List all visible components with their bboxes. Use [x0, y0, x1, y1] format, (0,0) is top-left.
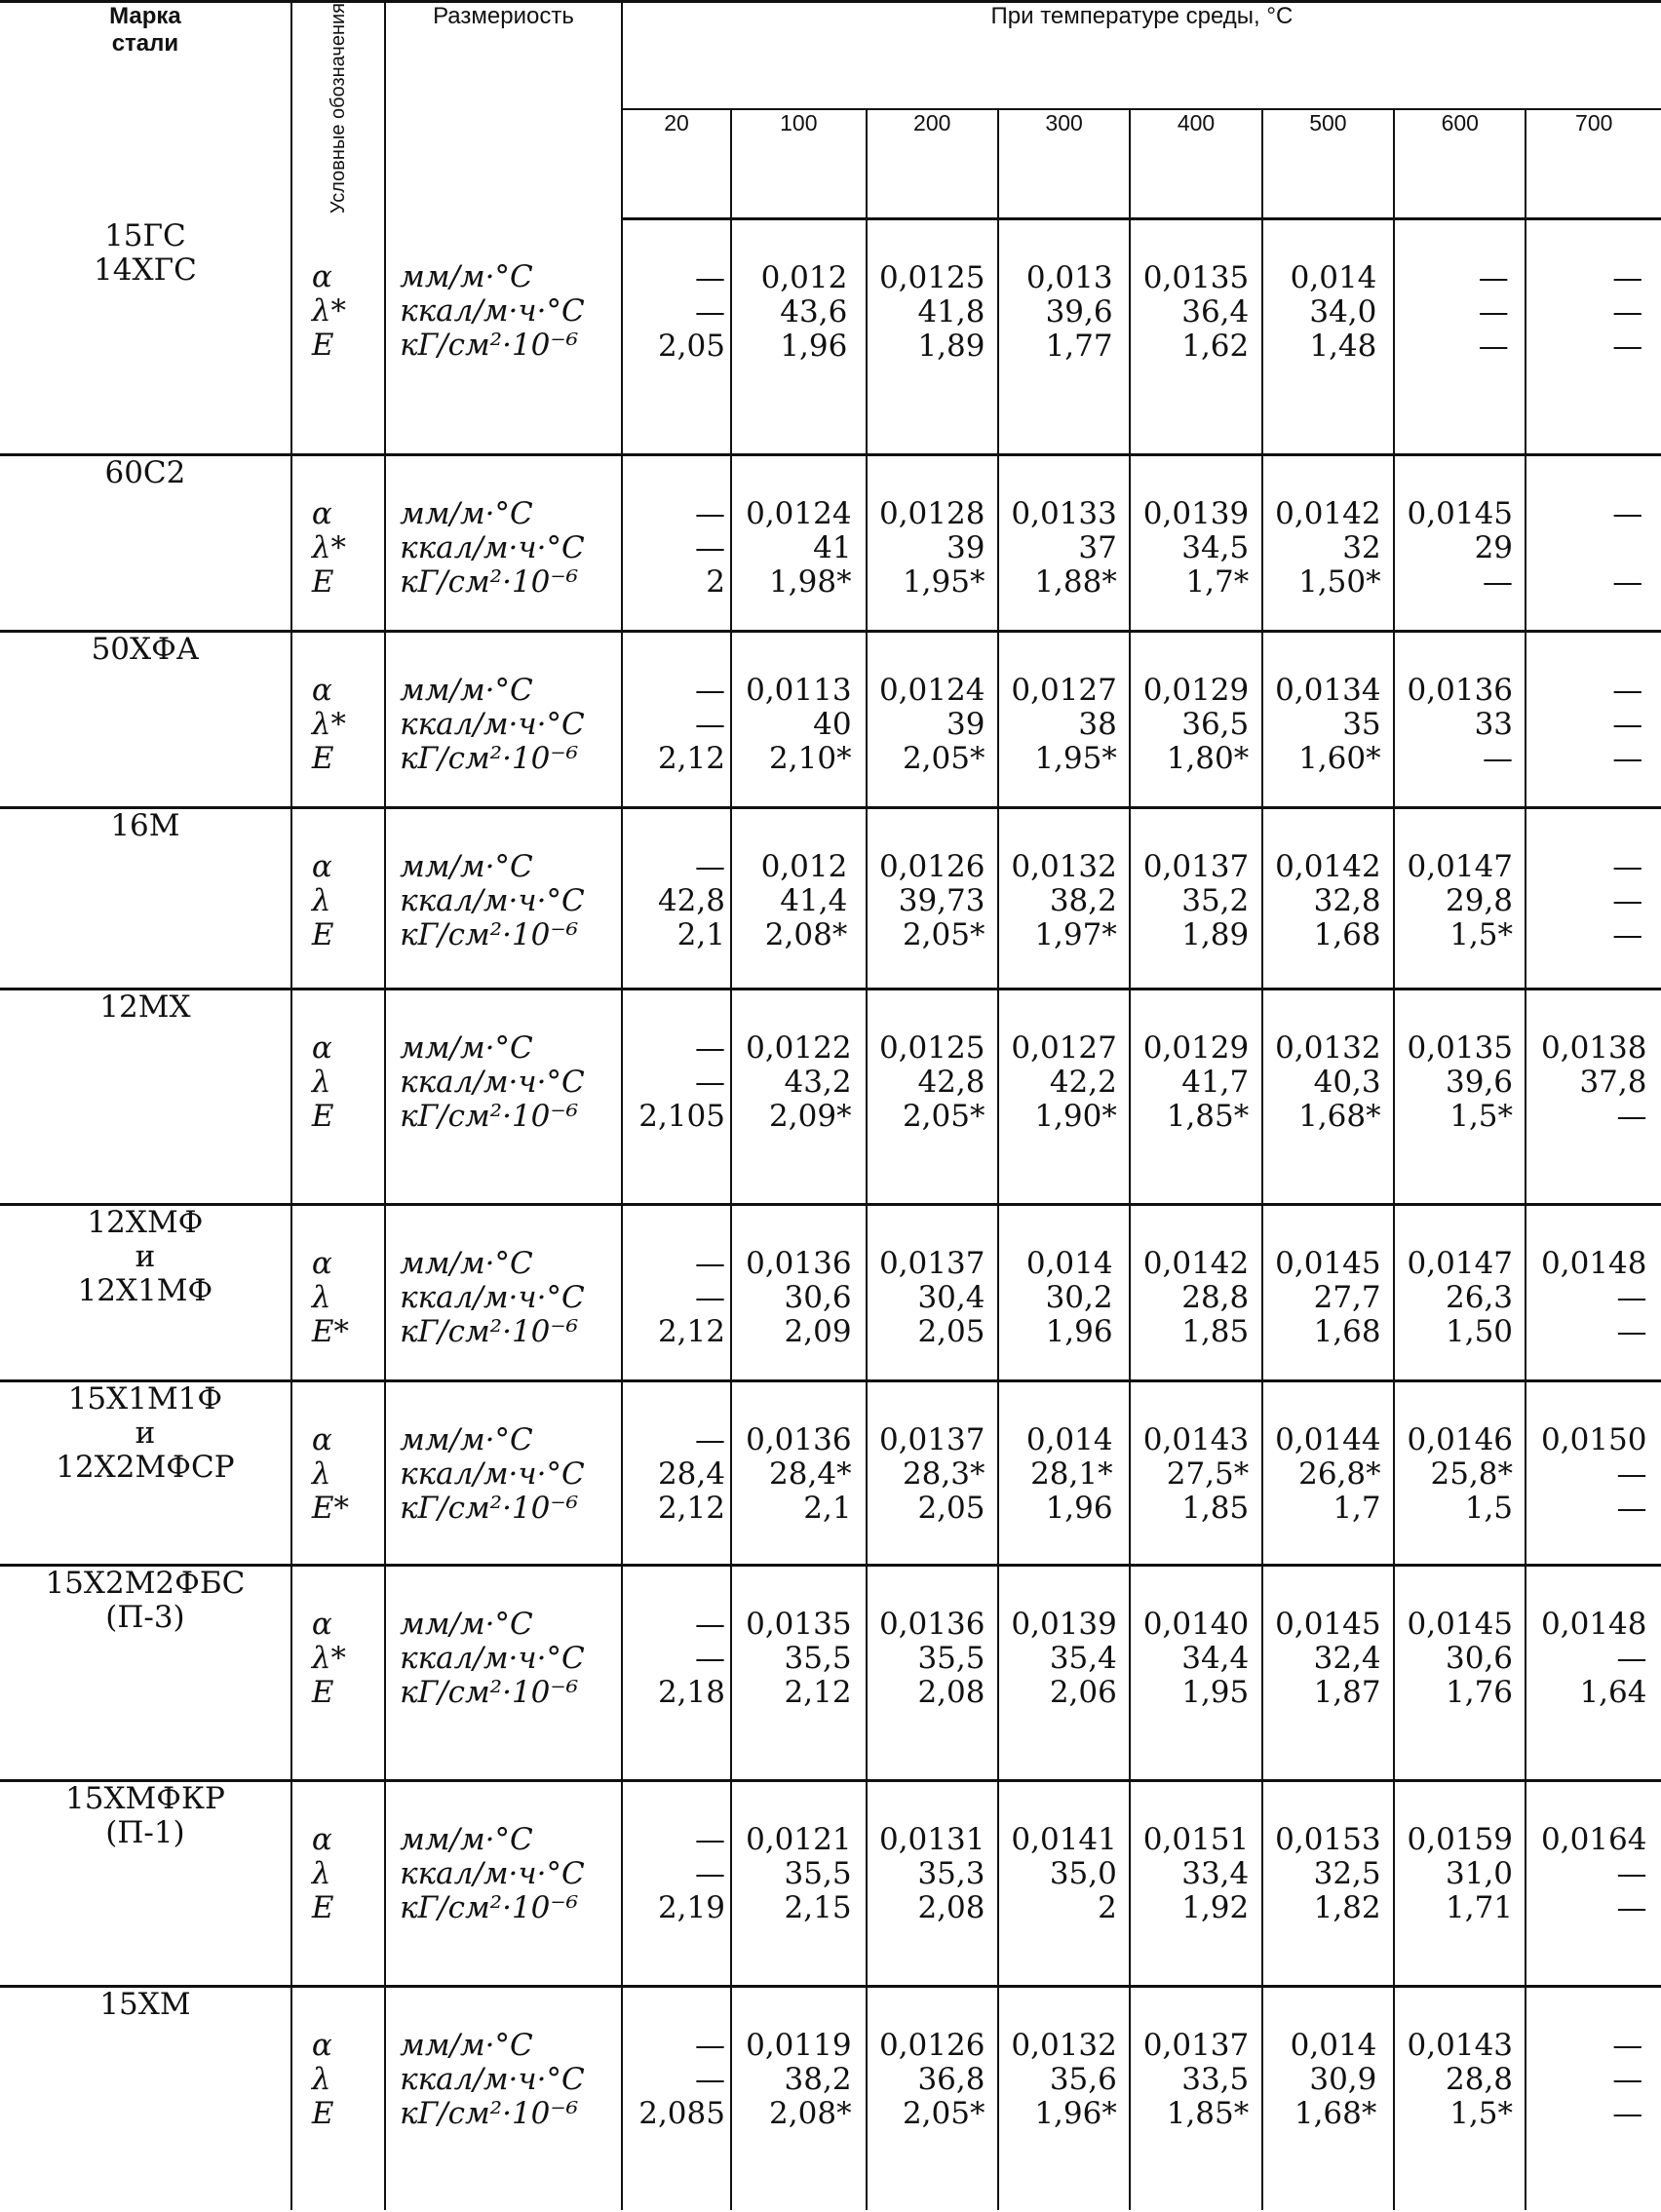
steel-grade: 15ХМФКР (П-1): [0, 1781, 291, 1987]
value-cell: [1262, 455, 1394, 632]
value-text: 0,0147 26,3 1,50: [1407, 1245, 1514, 1349]
value-cell: [1130, 1566, 1261, 1781]
value-text: 0,0137 30,4 2,05: [878, 1245, 985, 1349]
value-text: 0,0164 — —: [1541, 1822, 1647, 1926]
value-cell: [1526, 632, 1661, 808]
value-text: 0,0145 27,7 1,68: [1275, 1245, 1381, 1349]
value-text: 0,0129 36,5 1,80*: [1142, 673, 1250, 777]
value-cell: [867, 808, 998, 989]
value-cell: [731, 1566, 866, 1781]
property-symbols: α λ* E: [291, 632, 385, 808]
steel-grade: 15Х1М1Ф и 12Х2МФСР: [0, 1380, 291, 1566]
value-text: — —: [1612, 496, 1643, 601]
value-text: — — —: [1478, 260, 1509, 364]
value-cell: [1262, 1781, 1394, 1987]
value-text: 0,0137 33,5 1,85*: [1142, 2027, 1250, 2131]
value-text: 0,012 43,6 1,96: [760, 260, 848, 364]
value-cell: [731, 989, 866, 1204]
table-row: [0, 1781, 1661, 1987]
value-cell: [867, 455, 998, 632]
value-text: — — —: [1612, 673, 1643, 777]
value-text: 0,0126 39,73 2,05*: [878, 849, 985, 953]
table-row: [0, 808, 1661, 989]
value-text: 0,0138 37,8 —: [1541, 1029, 1647, 1134]
value-text: 0,0135 36,4 1,62: [1142, 260, 1250, 364]
value-text: 0,0148 — —: [1541, 1245, 1647, 1349]
value-text: 0,0143 27,5* 1,85: [1142, 1421, 1250, 1526]
value-cell: [622, 219, 731, 455]
value-text: 0,0132 40,3 1,68*: [1275, 1029, 1381, 1134]
value-cell: [1526, 455, 1661, 632]
temp-col-header: 100: [731, 109, 866, 219]
value-cell: [867, 632, 998, 808]
value-text: 0,0124 41 1,98*: [746, 496, 852, 601]
value-cell: [998, 455, 1130, 632]
property-units: мм/м·°С ккал/м·ч·°С кГ/см²·10⁻⁶: [385, 219, 622, 455]
value-text: 0,0141 35,0 2: [1011, 1822, 1117, 1926]
value-cell: [1394, 219, 1526, 455]
value-cell: [867, 1204, 998, 1380]
value-text: 0,012 41,4 2,08*: [760, 849, 848, 953]
temp-col-header: 600: [1394, 109, 1526, 219]
value-text: 0,0125 41,8 1,89: [878, 260, 985, 364]
property-symbols: α λ E*: [291, 1380, 385, 1566]
value-cell: [622, 1380, 731, 1566]
value-text: 0,0145 30,6 1,76: [1407, 1607, 1514, 1711]
value-text: 0,0142 32,8 1,68: [1275, 849, 1381, 953]
value-cell: [1394, 455, 1526, 632]
value-text: 0,0132 38,2 1,97*: [1011, 849, 1117, 953]
value-cell: [1526, 989, 1661, 1204]
value-text: — — 2,19: [657, 1822, 725, 1926]
value-text: 0,0135 35,5 2,12: [746, 1607, 852, 1711]
table-row: [0, 989, 1661, 1204]
value-cell: [1394, 1204, 1526, 1380]
value-text: — — —: [1612, 849, 1643, 953]
value-text: 0,014 30,9 1,68*: [1290, 2027, 1377, 2131]
value-cell: [998, 1781, 1130, 1987]
value-cell: [1130, 1204, 1261, 1380]
value-text: 0,0140 34,4 1,95: [1142, 1607, 1250, 1711]
steel-grade: 12ХМФ и 12Х1МФ: [0, 1204, 291, 1380]
value-cell: [1130, 1781, 1261, 1987]
value-cell: [998, 1986, 1130, 2210]
value-text: 0,0135 39,6 1,5*: [1407, 1029, 1514, 1134]
value-cell: [622, 1781, 731, 1987]
value-cell: [1262, 1986, 1394, 2210]
temp-col-header: 20: [622, 109, 731, 219]
value-cell: [1526, 1986, 1661, 2210]
value-text: 0,0127 38 1,95*: [1011, 673, 1117, 777]
value-text: 0,0121 35,5 2,15: [746, 1822, 852, 1926]
value-text: — — —: [1612, 260, 1643, 364]
header-grade: Марка стали: [0, 2, 291, 219]
value-text: 0,0136 28,4* 2,1: [746, 1421, 852, 1526]
value-cell: [998, 808, 1130, 989]
value-text: 0,014 30,2 1,96: [1025, 1245, 1113, 1349]
value-text: 0,0145 32,4 1,87: [1275, 1607, 1381, 1711]
value-text: 0,0126 36,8 2,05*: [878, 2027, 985, 2131]
value-text: — 28,4 2,12: [657, 1421, 725, 1526]
value-cell: [731, 808, 866, 989]
property-units: мм/м·°С ккал/м·ч·°С кГ/см²·10⁻⁶: [385, 455, 622, 632]
value-text: 0,0136 33 —: [1407, 673, 1514, 777]
table-row: [0, 1380, 1661, 1566]
value-text: 0,0132 35,6 1,96*: [1011, 2027, 1117, 2131]
value-text: 0,0148 — 1,64: [1541, 1607, 1647, 1711]
value-cell: [1130, 632, 1261, 808]
table-row: [0, 1986, 1661, 2210]
property-symbols: α λ E: [291, 1781, 385, 1987]
temp-col-header: 500: [1262, 109, 1394, 219]
value-text: — — 2,085: [638, 2027, 725, 2131]
value-cell: [867, 1986, 998, 2210]
value-cell: [1394, 1380, 1526, 1566]
value-cell: [622, 808, 731, 989]
value-cell: [1394, 1986, 1526, 2210]
value-text: — — 2,12: [657, 673, 725, 777]
value-cell: [1526, 1380, 1661, 1566]
value-cell: [731, 1204, 866, 1380]
value-cell: [1526, 1566, 1661, 1781]
value-cell: [731, 632, 866, 808]
temp-col-header: 400: [1130, 109, 1261, 219]
value-cell: [1262, 632, 1394, 808]
property-units: мм/м·°С ккал/м·ч·°С кГ/см²·10⁻⁶: [385, 1204, 622, 1380]
value-text: 0,0127 42,2 1,90*: [1011, 1029, 1117, 1134]
property-units: мм/м·°С ккал/м·ч·°С кГ/см²·10⁻⁶: [385, 1380, 622, 1566]
value-cell: [1130, 808, 1261, 989]
value-text: 0,0113 40 2,10*: [746, 673, 852, 777]
value-text: — — 2: [694, 496, 725, 601]
value-cell: [622, 455, 731, 632]
property-symbols: α λ* E: [291, 219, 385, 455]
value-cell: [1262, 1204, 1394, 1380]
value-text: 0,0151 33,4 1,92: [1142, 1822, 1250, 1926]
property-symbols: α λ E: [291, 989, 385, 1204]
value-text: 0,014 28,1* 1,96: [1025, 1421, 1113, 1526]
value-cell: [1394, 1566, 1526, 1781]
value-cell: [867, 1380, 998, 1566]
value-text: 0,013 39,6 1,77: [1025, 260, 1113, 364]
value-text: 0,0145 29 —: [1407, 496, 1514, 601]
value-text: 0,0137 28,3* 2,05: [878, 1421, 985, 1526]
value-cell: [867, 1566, 998, 1781]
value-text: 0,0129 41,7 1,85*: [1142, 1029, 1250, 1134]
value-text: 0,0159 31,0 1,71: [1407, 1822, 1514, 1926]
value-text: 0,0142 28,8 1,85: [1142, 1245, 1250, 1349]
value-text: 0,0134 35 1,60*: [1275, 673, 1381, 777]
value-text: 0,0124 39 2,05*: [878, 673, 985, 777]
property-units: мм/м·°С ккал/м·ч·°С кГ/см²·10⁻⁶: [385, 1566, 622, 1781]
value-cell: [1526, 1204, 1661, 1380]
table-row: [0, 455, 1661, 632]
property-units: мм/м·°С ккал/м·ч·°С кГ/см²·10⁻⁶: [385, 632, 622, 808]
value-cell: [622, 632, 731, 808]
value-text: 0,0136 30,6 2,09: [746, 1245, 852, 1349]
temp-col-header: 200: [867, 109, 998, 219]
value-text: 0,0136 35,5 2,08: [878, 1607, 985, 1711]
value-text: — — 2,12: [657, 1245, 725, 1349]
steel-grade: 15ГС 14ХГС: [94, 217, 197, 288]
value-text: 0,0150 — —: [1541, 1421, 1647, 1526]
value-cell: [998, 219, 1130, 455]
value-cell: [1526, 1781, 1661, 1987]
value-cell: [1262, 1566, 1394, 1781]
value-text: — — 2,18: [657, 1607, 725, 1711]
value-cell: [1262, 1380, 1394, 1566]
header-temperature: При температуре среды, °С: [622, 2, 1661, 110]
value-cell: [1394, 632, 1526, 808]
value-cell: [867, 989, 998, 1204]
value-cell: [1262, 989, 1394, 1204]
value-text: 0,0153 32,5 1,82: [1275, 1822, 1381, 1926]
steel-grade: 16М: [0, 808, 291, 989]
value-cell: [731, 1781, 866, 1987]
value-cell: [1262, 808, 1394, 989]
value-text: 0,0122 43,2 2,09*: [746, 1029, 852, 1134]
value-text: — — 2,105: [638, 1029, 725, 1134]
property-symbols: α λ E: [291, 808, 385, 989]
value-cell: [998, 632, 1130, 808]
steel-grade: 12МХ: [0, 989, 291, 1204]
value-cell: [1394, 808, 1526, 989]
value-cell: [998, 1204, 1130, 1380]
value-cell: [731, 1986, 866, 2210]
value-text: 0,0133 37 1,88*: [1011, 496, 1117, 601]
value-cell: [1130, 1986, 1261, 2210]
value-cell: [998, 1380, 1130, 1566]
value-cell: [1394, 989, 1526, 1204]
value-text: 0,0146 25,8* 1,5: [1407, 1421, 1514, 1526]
value-cell: [998, 1566, 1130, 1781]
value-text: 0,0128 39 1,95*: [878, 496, 985, 601]
steel-grade: 50ХФА: [0, 632, 291, 808]
value-text: 0,0142 32 1,50*: [1275, 496, 1381, 601]
value-text: — — 2,05: [657, 260, 725, 364]
value-text: 0,0119 38,2 2,08*: [746, 2027, 852, 2131]
property-symbols: α λ E: [291, 1986, 385, 2210]
value-cell: [1130, 455, 1261, 632]
value-cell: [867, 1781, 998, 1987]
table-body: [0, 219, 1661, 2211]
value-cell: [998, 989, 1130, 1204]
value-text: 0,0139 35,4 2,06: [1011, 1607, 1117, 1711]
property-units: мм/м·°С ккал/м·ч·°С кГ/см²·10⁻⁶: [385, 808, 622, 989]
temp-col-header: 300: [998, 109, 1130, 219]
table-row: [0, 219, 1661, 455]
value-text: 0,0143 28,8 1,5*: [1407, 2027, 1514, 2131]
value-cell: [1130, 219, 1261, 455]
steel-grade: 15ХМ: [0, 1986, 291, 2210]
header-symbols: Условные обозначения: [291, 2, 385, 219]
property-units: мм/м·°С ккал/м·ч·°С кГ/см²·10⁻⁶: [385, 1986, 622, 2210]
value-text: — — —: [1612, 2027, 1643, 2131]
value-cell: [1130, 1380, 1261, 1566]
value-cell: [1394, 1781, 1526, 1987]
value-text: 0,0139 34,5 1,7*: [1142, 496, 1250, 601]
property-units: мм/м·°С ккал/м·ч·°С кГ/см²·10⁻⁶: [385, 989, 622, 1204]
temp-col-header: 700: [1526, 109, 1661, 219]
value-cell: [731, 1380, 866, 1566]
value-text: 0,0137 35,2 1,89: [1142, 849, 1250, 953]
property-symbols: α λ* E: [291, 455, 385, 632]
property-symbols: α λ E*: [291, 1204, 385, 1380]
value-cell: [622, 1566, 731, 1781]
value-cell: [1526, 808, 1661, 989]
value-cell: [622, 989, 731, 1204]
value-cell: [731, 219, 866, 455]
value-text: — 42,8 2,1: [657, 849, 725, 953]
steel-grade: 15Х2М2ФБС (П-3): [0, 1566, 291, 1781]
value-cell: [731, 455, 866, 632]
value-text: 0,0147 29,8 1,5*: [1407, 849, 1514, 953]
table-row: [0, 1204, 1661, 1380]
value-cell: [622, 1986, 731, 2210]
value-cell: [1526, 219, 1661, 455]
value-cell: [622, 1204, 731, 1380]
value-cell: [867, 219, 998, 455]
table-row: [0, 1566, 1661, 1781]
value-text: 0,0144 26,8* 1,7: [1275, 1421, 1381, 1526]
property-units: мм/м·°С ккал/м·ч·°С кГ/см²·10⁻⁶: [385, 1781, 622, 1987]
value-text: 0,014 34,0 1,48: [1290, 260, 1377, 364]
steel-grade: 60С2: [0, 455, 291, 632]
table-row: [0, 632, 1661, 808]
value-text: 0,0131 35,3 2,08: [878, 1822, 985, 1926]
property-symbols: α λ* E: [291, 1566, 385, 1781]
value-cell: [1262, 219, 1394, 455]
header-dimension: Размериость: [385, 2, 622, 219]
value-cell: [1130, 989, 1261, 1204]
value-text: 0,0125 42,8 2,05*: [878, 1029, 985, 1134]
